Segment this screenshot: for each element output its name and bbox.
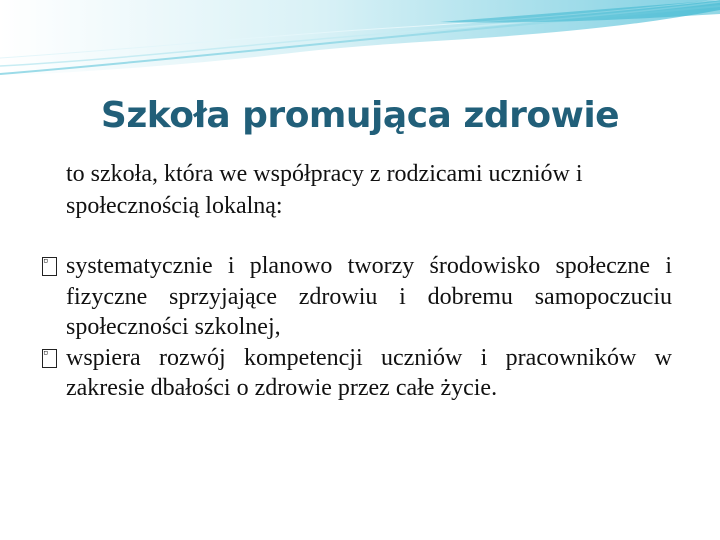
intro-text: to szkoła, która we współpracy z rodzicami uczniów i społecznością lokalną:: [66, 161, 583, 219]
bullet-text: wspiera rozwój kompetencji uczniów i pracowników w zakresie dbałości o zdrowie przez całe życie.: [66, 344, 672, 401]
bullet-list: [42, 251, 672, 404]
slide-title: Szkoła promująca zdrowie: [100, 95, 620, 136]
header-wave-decoration: [0, 0, 720, 80]
missing-glyph-box-icon: ▫: [42, 349, 57, 368]
bullet-item: [42, 251, 672, 343]
missing-glyph-box-icon: ▫: [42, 257, 57, 276]
bullet-text: systematycznie i planowo tworzy środowisko społeczne i fizyczne sprzyjające zdrowiu i dobremu samopoczuciu społeczności szkolnej,: [66, 253, 672, 340]
bullet-item: [42, 343, 672, 404]
